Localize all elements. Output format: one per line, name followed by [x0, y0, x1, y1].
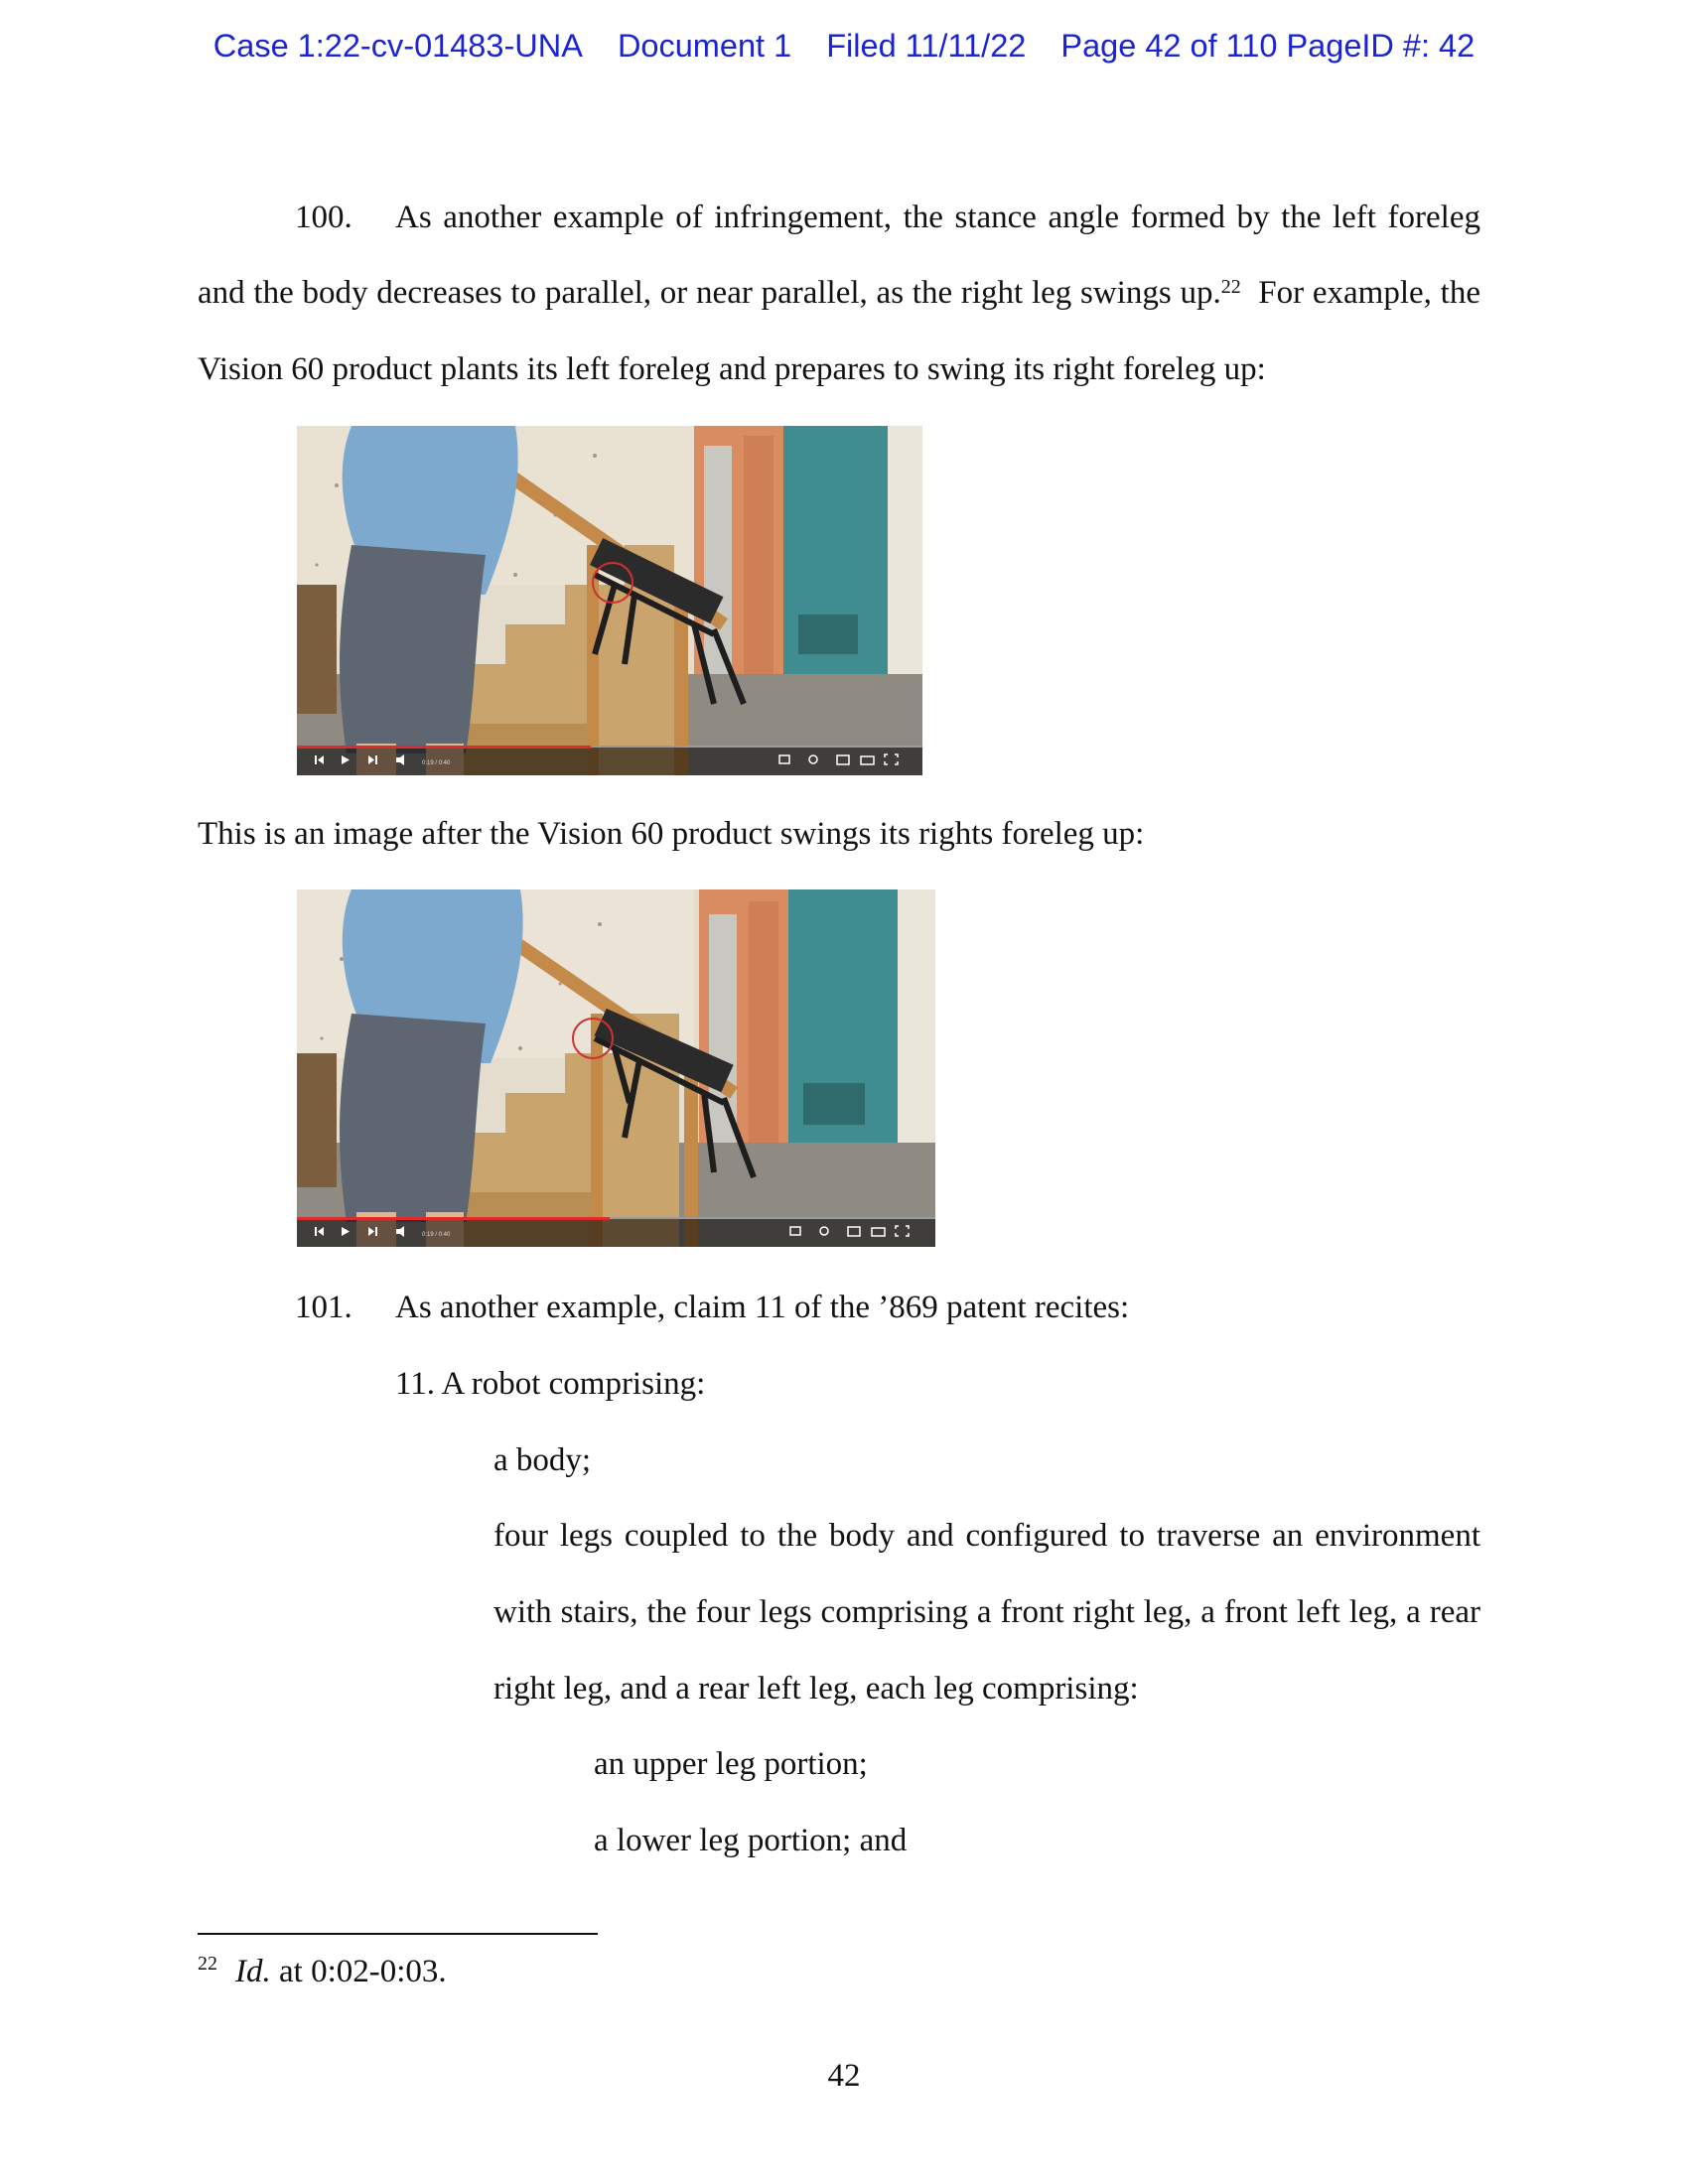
video-screenshot-2 [297, 889, 935, 1247]
video-progress-bar[interactable] [297, 746, 591, 749]
claim-intro: 11. A robot comprising: [395, 1366, 706, 1402]
paragraph-100-line1: As another example of infringement, the stance angle formed by the left foreleg [395, 200, 1480, 235]
paragraph-101-text: As another example, claim 11 of the ’869 patent recites: [395, 1290, 1130, 1325]
video-progress-bar[interactable] [297, 1217, 610, 1220]
claim-lower-leg: a lower leg portion; and [594, 1823, 908, 1858]
claim-body: a body; [493, 1442, 592, 1478]
footnote-22 [198, 1954, 447, 1990]
footnote-divider [198, 1933, 598, 1935]
footnote-text: at 0:02-0:03. [270, 1954, 447, 1989]
time-label-2: 0:19 / 0:40 [422, 1232, 451, 1238]
claim-upper-leg: an upper leg portion; [594, 1746, 868, 1782]
paragraph-100-line2 [198, 273, 1480, 313]
footnote-mark: 22 [198, 1953, 217, 1975]
page-id: Page 42 of 110 PageID #: 42 [1060, 28, 1476, 64]
paragraph-100-number: 100. [295, 200, 352, 235]
paragraph-100-line2b: For example, the [1240, 275, 1480, 311]
document-number: Document 1 [617, 28, 792, 64]
video-screenshot-1 [297, 426, 922, 775]
footnote-reference[interactable]: 22 [1220, 276, 1241, 298]
page-number: 42 [827, 2058, 861, 2094]
figure-2-caption: This is an image after the Vision 60 product swings its rights foreleg up: [198, 816, 1145, 852]
paragraph-100-line3: Vision 60 product plants its left foreleg and prepares to swing its right foreleg up: [198, 351, 1266, 387]
claim-legs-line1: four legs coupled to the body and configured to traverse an environment [493, 1518, 1480, 1554]
time-label-1: 0:19 / 0:40 [422, 760, 451, 766]
footnote-id: Id. [235, 1954, 271, 1989]
claim-legs-line2: with stairs, the four legs comprising a front right leg, a front left leg, a rear [493, 1594, 1480, 1630]
filed-date: Filed 11/11/22 [826, 28, 1027, 64]
paragraph-100-line2a: and the body decreases to parallel, or near parallel, as the right leg swings up. [198, 275, 1221, 311]
case-number: Case 1:22-cv-01483-UNA [212, 28, 583, 64]
claim-legs-line3: right leg, and a rear left leg, each leg comprising: [493, 1671, 1139, 1706]
case-header [0, 28, 1688, 65]
paragraph-101-number: 101. [295, 1290, 352, 1325]
